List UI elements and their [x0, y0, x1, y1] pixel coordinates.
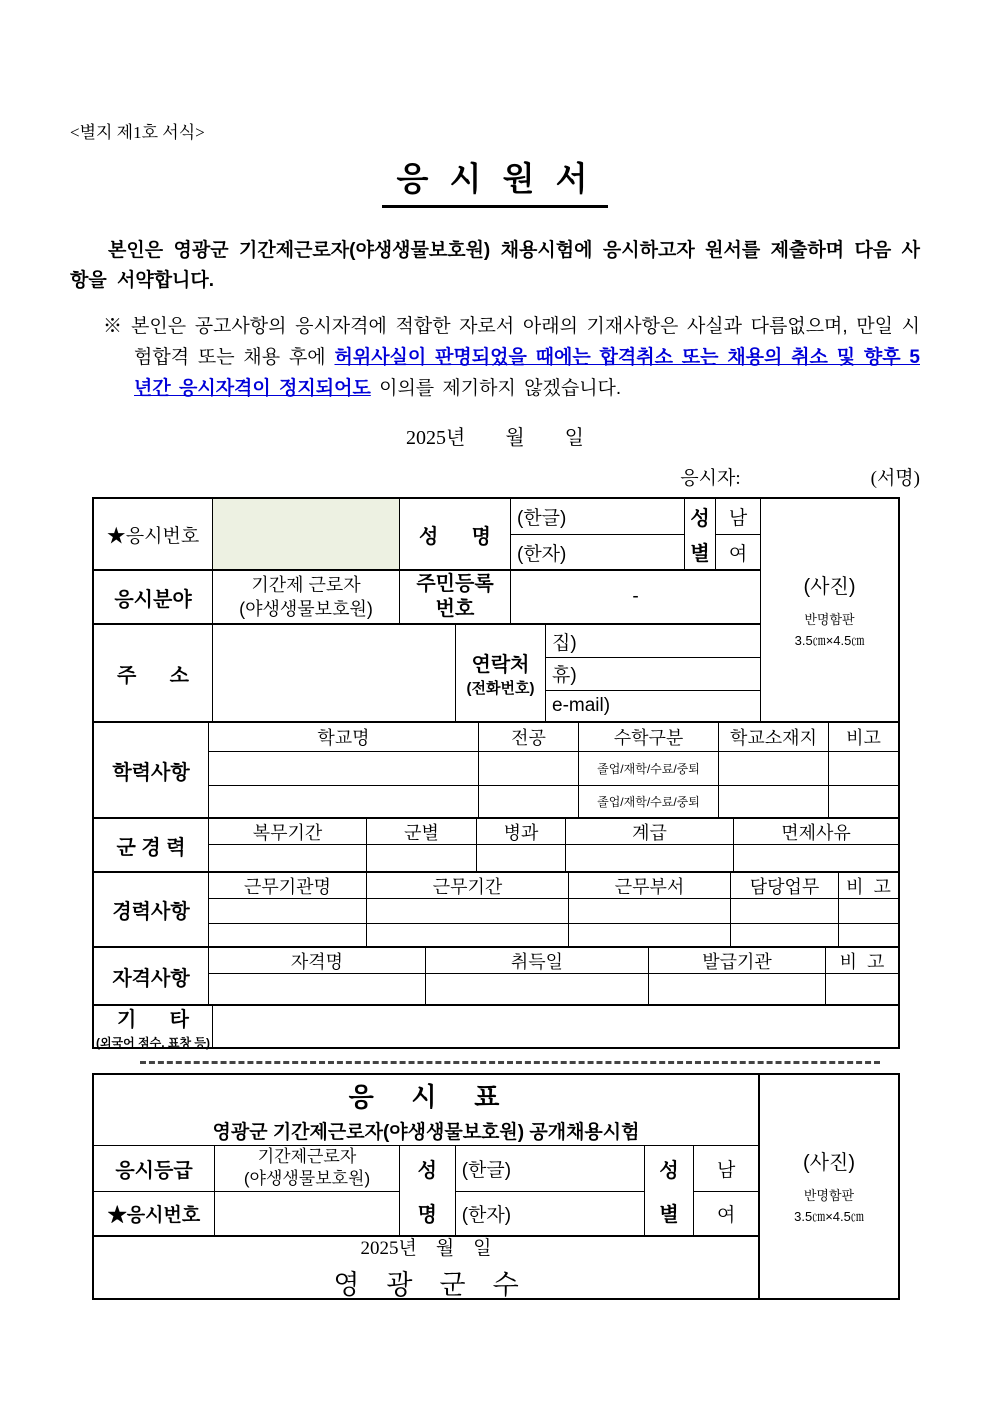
- address-field[interactable]: [212, 625, 455, 721]
- education-col-location: 학교소재지: [718, 723, 828, 751]
- education-row-2: [208, 785, 898, 817]
- military-col-period: 복무기간: [208, 819, 366, 844]
- pledge-paragraph: [70, 236, 920, 296]
- license-header-row: [208, 948, 898, 973]
- education-grid: [208, 723, 898, 817]
- military-header-row: [208, 819, 898, 844]
- row-address-contact: [94, 623, 760, 721]
- etc-label-sub: (외국어 점수, 표창 등): [95, 1035, 211, 1050]
- career-duty-field-2[interactable]: [730, 924, 838, 946]
- name-label: 성 명: [399, 499, 510, 569]
- military-row: [208, 844, 898, 871]
- career-dept-field-2[interactable]: [568, 924, 730, 946]
- military-specialty-field[interactable]: [476, 845, 565, 871]
- education-note-field-1[interactable]: [828, 752, 898, 784]
- gender-label-top: 성: [690, 508, 710, 530]
- military-period-field[interactable]: [208, 845, 366, 871]
- rrn-dash: -: [632, 586, 639, 607]
- field-label: 응시분야: [114, 588, 192, 611]
- photo-caption: (사진): [803, 575, 856, 598]
- name-hanja-field[interactable]: [510, 534, 684, 569]
- ticket-grade-value-line1: 기간제근로자: [257, 1147, 357, 1167]
- application-table: [92, 497, 900, 1049]
- license-row: [208, 973, 898, 1004]
- ticket-gender-options: [693, 1146, 758, 1235]
- ticket-photo-size-dims: 3.5㎝×4.5㎝: [794, 1209, 864, 1224]
- career-row-1: [208, 898, 898, 923]
- ticket-name-label: [399, 1146, 455, 1235]
- contact-label-line2: (전화번호): [466, 680, 535, 697]
- education-row-1: [208, 751, 898, 784]
- ticket-grade-label: 응시등급: [115, 1159, 193, 1182]
- military-rank-field[interactable]: [565, 845, 733, 871]
- date-line: 2025년 월 일: [406, 427, 584, 449]
- military-col-branch: 군별: [366, 819, 476, 844]
- gender-label: [684, 499, 715, 569]
- section-education: [94, 721, 898, 817]
- license-note-field[interactable]: [825, 974, 898, 1004]
- rrn-field[interactable]: [510, 571, 760, 623]
- career-grid: [208, 873, 898, 946]
- ticket-name-hanja-field[interactable]: [455, 1191, 644, 1236]
- contact-fields: [545, 625, 760, 721]
- applicant-label: 응시자:: [680, 468, 741, 489]
- education-col-school: 학교명: [208, 723, 478, 751]
- gender-female-option[interactable]: 여: [715, 534, 760, 569]
- notice-text-before: 본인은 공고사항의 응시자격에 적합한 자로서 아래의 기재사항은 사실과 다름없으며, 만일 시험합격 또는 채용 후에: [131, 316, 920, 368]
- education-header-row: [208, 723, 898, 751]
- gender-options: [715, 499, 760, 569]
- education-col-major: 전공: [478, 723, 578, 751]
- gender-label-bottom: 별: [690, 543, 710, 565]
- career-col-note: 비 고: [838, 873, 898, 898]
- rrn-label-line1: 주민등록: [416, 573, 494, 595]
- rrn-label: [399, 571, 510, 623]
- ticket-gender-label-bottom: 별: [659, 1204, 679, 1227]
- career-period-field-2[interactable]: [366, 924, 568, 946]
- exam-number-label: ★응시번호: [106, 525, 200, 547]
- contact-mobile-label: 휴): [552, 665, 577, 687]
- ticket-gender-label-top: 성: [659, 1159, 679, 1182]
- career-period-field-1[interactable]: [366, 899, 568, 923]
- name-hanja-label: (한자): [517, 543, 567, 565]
- contact-label: [455, 625, 545, 721]
- row-exam-number-name: [94, 499, 760, 569]
- contact-mobile-field[interactable]: [545, 657, 760, 689]
- education-major-field-2[interactable]: [478, 786, 578, 817]
- etc-label-main: 기 타: [117, 1008, 189, 1031]
- education-col-note: 비고: [828, 723, 898, 751]
- contact-email-label: e-mail): [552, 694, 611, 716]
- education-school-field-2[interactable]: [208, 786, 478, 817]
- military-col-exempt: 면제사유: [733, 819, 898, 844]
- ticket-photo-caption: (사진): [803, 1152, 855, 1174]
- contact-email-field[interactable]: [545, 690, 760, 721]
- address-label: 주 소: [117, 664, 189, 687]
- section-military: [94, 817, 898, 871]
- career-note-field-2[interactable]: [838, 924, 898, 946]
- education-location-field-2[interactable]: [718, 786, 828, 817]
- education-location-field-1[interactable]: [718, 752, 828, 784]
- notice-highlight: 허위사실이 판명되었을 때에는 합격취소 또는 채용의 취소 및 향후 5년간 응시자격이 정지되어도: [134, 347, 920, 399]
- section-career: [94, 871, 898, 946]
- contact-label-line1: 연락처: [471, 654, 530, 676]
- career-row-2: [208, 923, 898, 946]
- ticket-grade-row: [94, 1146, 399, 1191]
- career-org-field-2[interactable]: [208, 924, 366, 946]
- military-exempt-field[interactable]: [733, 845, 898, 871]
- field-value-line1: 기간제 근로자: [251, 575, 361, 595]
- ticket-name-hangul-field[interactable]: [455, 1146, 644, 1191]
- ticket-grade-value-line2: (야생생물보호원): [243, 1169, 371, 1189]
- career-col-org: 근무기관명: [208, 873, 366, 898]
- rrn-label-line2: 번호: [435, 598, 475, 620]
- military-col-specialty: 병과: [476, 819, 565, 844]
- row-field-rrn: [94, 569, 760, 623]
- ticket-name-label-top: 성: [417, 1159, 437, 1182]
- ticket-name-hangul-label: (한글): [461, 1159, 512, 1181]
- education-label: 학력사항: [112, 761, 190, 784]
- applicant-signature-line: [70, 463, 920, 490]
- notice-paragraph: [70, 311, 920, 404]
- ticket-issuer: 영 광 군 수: [333, 1270, 519, 1300]
- military-col-rank: 계급: [565, 819, 733, 844]
- license-label: 자격사항: [112, 967, 190, 990]
- ticket-photo-size-type: 반명함판: [803, 1188, 855, 1203]
- table-top-group: [94, 499, 898, 721]
- license-col-date: 취득일: [425, 948, 648, 973]
- contact-home-field[interactable]: [545, 625, 760, 657]
- contact-home-label: 집): [552, 632, 577, 654]
- education-major-field-1[interactable]: [478, 752, 578, 784]
- exam-number-field[interactable]: [212, 499, 399, 569]
- signature-label: (서명): [870, 468, 920, 489]
- ticket-grade-value: [214, 1146, 399, 1191]
- photo-size-type: 반명함판: [804, 611, 855, 627]
- section-license: [94, 946, 898, 1004]
- ticket-gender-label: [644, 1146, 694, 1235]
- ticket-gender-female-option[interactable]: 여: [693, 1191, 758, 1236]
- field-value: [212, 571, 399, 623]
- license-col-name: 자격명: [208, 948, 425, 973]
- ticket-date-line: 2025년 월 일: [360, 1238, 492, 1259]
- career-org-field-1[interactable]: [208, 899, 366, 923]
- education-col-type: 수학구분: [578, 723, 718, 751]
- name-hangul-label: (한글): [517, 508, 567, 529]
- table-top-left: [94, 499, 760, 721]
- ticket-exam-number-row: [94, 1191, 399, 1236]
- career-col-duty: 담당업무: [730, 873, 838, 898]
- license-col-note: 비 고: [825, 948, 898, 973]
- education-school-field-1[interactable]: [208, 752, 478, 784]
- form-number-tag: <별지 제1호 서식>: [70, 123, 205, 142]
- career-header-row: [208, 873, 898, 898]
- ticket-header: [94, 1075, 758, 1145]
- page-title: 응 시 원 서: [382, 153, 607, 208]
- notice-mark: ※: [103, 316, 123, 337]
- career-col-dept: 근무부서: [568, 873, 730, 898]
- title-row: [70, 153, 920, 208]
- gender-male-option[interactable]: 남: [715, 499, 760, 534]
- education-status-options-1[interactable]: 졸업/재학/수료/중퇴: [578, 752, 718, 784]
- pledge-text: 본인은 영광군 기간제근로자(야생생물보호원) 채용시험에 응시하고자 원서를 제출하며 다음 사항을 서약합니다.: [70, 240, 920, 291]
- military-label: 군 경 력: [116, 836, 186, 859]
- license-name-field[interactable]: [208, 974, 425, 1004]
- ticket-grade-number-group: [94, 1146, 399, 1235]
- license-col-issuer: 발급기관: [648, 948, 825, 973]
- career-duty-field-1[interactable]: [730, 899, 838, 923]
- military-branch-field[interactable]: [366, 845, 476, 871]
- ticket-title: 응 시 표: [348, 1081, 504, 1112]
- etc-label: [94, 1006, 212, 1050]
- photo-box: [760, 499, 898, 721]
- name-gender-group: [510, 499, 760, 569]
- license-date-field[interactable]: [425, 974, 648, 1004]
- section-etc: [94, 1004, 898, 1050]
- license-issuer-field[interactable]: [648, 974, 825, 1004]
- ticket-photo-box: [760, 1075, 898, 1298]
- notice-text-after: 이의를 제기하지 않겠습니다.: [379, 378, 622, 399]
- ticket-footer: [94, 1235, 758, 1298]
- ticket-name-hanja-label: (한자): [461, 1204, 512, 1226]
- field-value-line2: (야생생물보호원): [239, 599, 373, 619]
- exam-ticket-table: [92, 1073, 900, 1300]
- career-label: 경력사항: [112, 901, 190, 923]
- separator-dashes: [140, 1061, 880, 1064]
- education-status-options-2[interactable]: 졸업/재학/수료/중퇴: [578, 786, 718, 817]
- name-fields: [510, 499, 684, 569]
- career-note-field-1[interactable]: [838, 899, 898, 923]
- ticket-exam-number-field[interactable]: [214, 1192, 399, 1236]
- name-hangul-field[interactable]: [510, 499, 684, 534]
- ticket-name-label-bottom: 명: [417, 1204, 437, 1227]
- license-grid: [208, 948, 898, 1004]
- etc-field[interactable]: [212, 1006, 898, 1047]
- education-note-field-2[interactable]: [828, 786, 898, 817]
- ticket-exam-number-label: ★응시번호: [107, 1204, 201, 1226]
- ticket-gender-male-option[interactable]: 남: [693, 1146, 758, 1191]
- ticket-left: [94, 1075, 760, 1298]
- ticket-info-band: [94, 1145, 758, 1235]
- ticket-subtitle: 영광군 기간제근로자(야생생물보호원) 공개채용시험: [212, 1121, 640, 1143]
- military-grid: [208, 819, 898, 871]
- career-col-period: 근무기간: [366, 873, 568, 898]
- ticket-name-fields: [455, 1146, 644, 1235]
- career-dept-field-1[interactable]: [568, 899, 730, 923]
- photo-size-dims: 3.5㎝×4.5㎝: [794, 632, 865, 648]
